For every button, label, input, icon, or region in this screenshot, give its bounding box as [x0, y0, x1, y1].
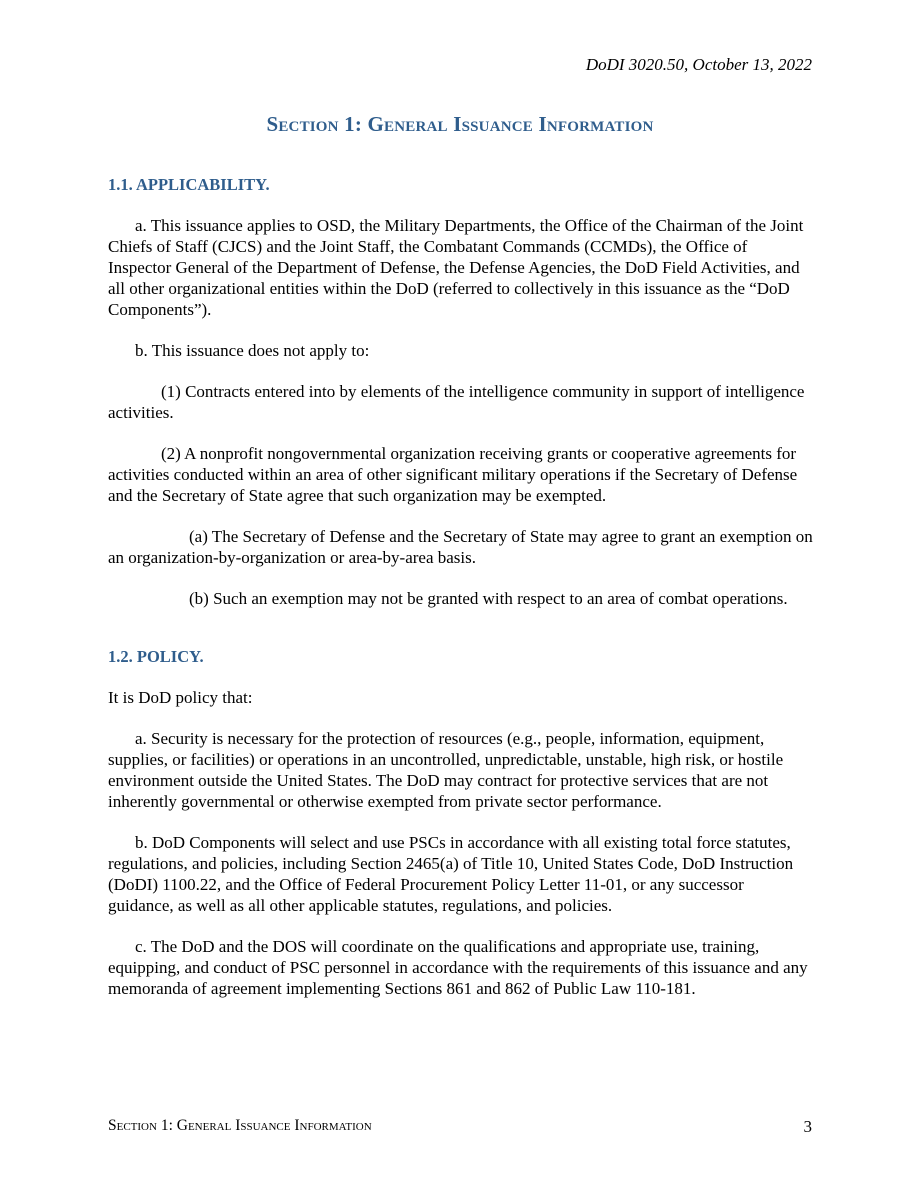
document-id: DoDI 3020.50, October 13, 2022	[585, 55, 812, 74]
paragraph-1-1-b-2-b: (b) Such an exemption may not be granted with respect to an area of combat operations.	[189, 589, 788, 608]
paragraph-1-1-b-2-a: (a) The Secretary of Defense and the Secretary of State may agree to grant an exemption on an organization-by-organization or area-by-area basis.	[108, 527, 813, 567]
paragraph-1-2-b: b. DoD Components will select and use PSCs in accordance with all existing total force statutes, regulations, and policies, including Section 2465(a) of Title 10, United States Code, DoD Instruction (DoDI) 1100.22, and the Office of Federal Procurement Policy Letter 11-01, or any successor guidance, as well as all other applicable statutes, regulations, and policies.	[108, 833, 794, 915]
paragraph-1-1-b-2: (2) A nonprofit nongovernmental organization receiving grants or cooperative agreements for activities conducted within an area of other significant military operations if the Secretary of Defense and the Secretary of State agree that such organization may be exempted.	[108, 444, 798, 505]
section-1-2-heading: 1.2. POLICY.	[108, 647, 204, 666]
paragraph-1-1-a: a. This issuance applies to OSD, the Military Departments, the Office of the Chairman of the Joint Chiefs of Staff (CJCS) and the Joint Staff, the Combatant Commands (CCMDs), the Office of Inspector General of the Department of Defense, the Defense Agencies, the DoD Field Activities, and all other organizational entities within the DoD (referred to collectively in this issuance as the “DoD Components”).	[108, 216, 804, 319]
paragraph-1-2-intro: It is DoD policy that:	[108, 688, 253, 707]
page-number: 3	[803, 1117, 812, 1136]
document-body	[108, 174, 813, 1019]
paragraph-1-2-c: c. The DoD and the DOS will coordinate on the qualifications and appropriate use, training, equipping, and conduct of PSC personnel in accordance with the requirements of this issuance and any memoranda of agreement implementing Sections 861 and 862 of Public Law 110-181.	[108, 937, 808, 998]
section-1-1-heading: 1.1. APPLICABILITY.	[108, 175, 270, 194]
footer-section-label: Section 1: General Issuance Information	[108, 1117, 372, 1134]
paragraph-1-1-b-1: (1) Contracts entered into by elements of the intelligence community in support of intelligence activities.	[108, 382, 805, 422]
paragraph-1-1-b: b. This issuance does not apply to:	[135, 341, 370, 360]
section-title: Section 1: General Issuance Information	[266, 112, 654, 136]
section-spacer	[108, 629, 813, 646]
paragraph-1-2-a: a. Security is necessary for the protection of resources (e.g., people, information, equipment, supplies, or facilities) or operations in an uncontrolled, unpredictable, unstable, high risk, or hostile environment outside the United States. The DoD may contract for protective services that are not inherently governmental or otherwise exempted from private sector performance.	[108, 729, 784, 811]
